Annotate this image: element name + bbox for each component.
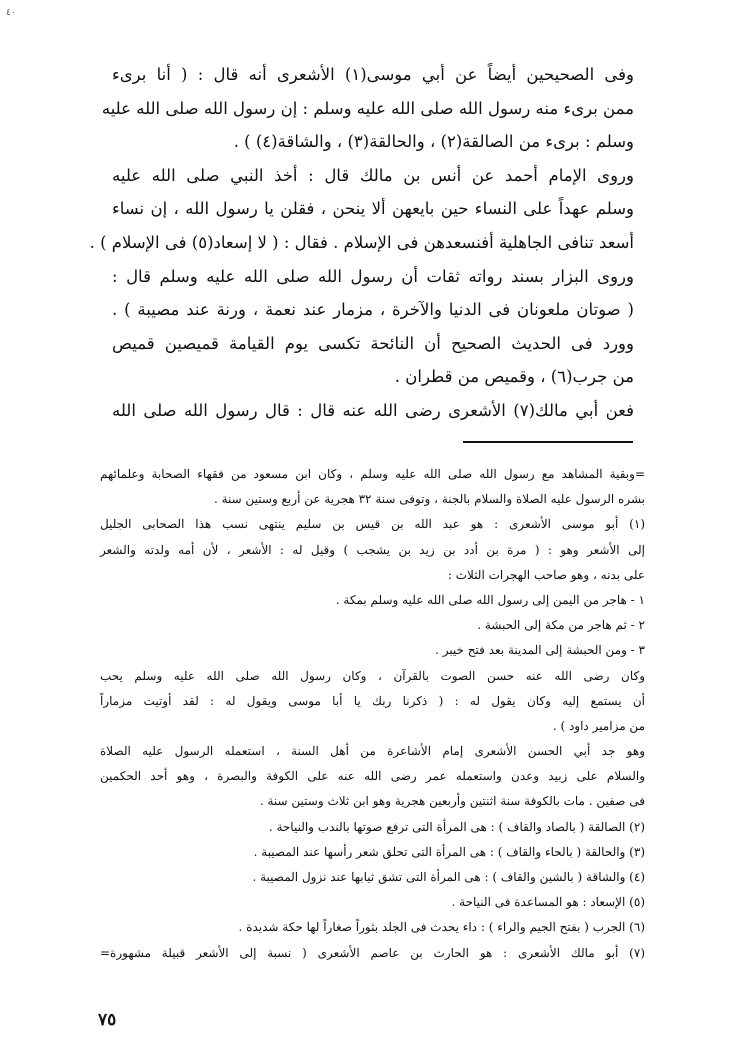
footnote-line: (٣) والحالقة ( بالحاء والقاف ) : هى المرأة التى تحلق شعر رأسها عند المصيبة . <box>253 844 645 859</box>
footnote-line: ١ - هاجر من اليمن إلى رسول الله صلى الله عليه وسلم بمكة . <box>335 592 645 607</box>
footnote-line: =وبقية المشاهد مع رسول الله صلى الله عليه وسلم ، وكان ابن مسعود من فقهاء الصحابة وعلمائهم <box>100 467 645 481</box>
footnote-line: (٤) والشاقة ( بالشين والقاف ) : هى المرأة التى تشق ثيابها عند نزول المصيبة . <box>252 870 645 884</box>
main-line: وروى الإمام أحمد عن أنس بن مالك قال : أخذ النبي صلى الله عليه <box>112 165 634 185</box>
main-line: من جرب(٦) ، وقميص من قطران . <box>394 367 634 387</box>
main-line: وسلم عهداً على النساء حين بايعهن ألا ينحن ، فقلن يا رسول الله ، إن نساء <box>112 199 634 219</box>
footnote-line: وهو جد أبي الحسن الأشعرى إمام الأشاعرة من أهل السنة ، استعمله الرسول عليه الصلاة <box>100 744 645 759</box>
footnote-line: ٣ - ومن الحبشة إلى المدينة بعد فتح خيبر . <box>435 643 645 658</box>
main-line: وروى البزار بسند رواته ثقات أن رسول الله صلى الله عليه وسلم قال : <box>112 266 634 286</box>
footnote-line: إلى الأشعر وهو : ( مرة بن أدد بن زيد بن يشجب ) وقيل له : الأشعر ، لأن أمه ولدته والشعر <box>100 542 645 557</box>
footnote-line: (٧) أبو مالك الأشعرى : هو الحارث بن عاصم الأشعرى ( نسبة إلى الأشعر قبيلة مشهورة= <box>100 945 645 960</box>
main-line: أسعد تنافى الجاهلية أفنسعدهن فى الإسلام . فقال : ( لا إسعاد(٥) فى الإسلام ) . <box>89 232 634 252</box>
footnote-line: والسلام على زبيد وعدن واستعمله عمر رضى الله عنه على الكوفة والبصرة ، وهو أحد الحكمين <box>100 769 645 784</box>
main-line: وورد فى الحديث الصحيح أن النائحة تكسى يوم القيامة قميصين قميص <box>112 333 634 353</box>
footnote-line: (٦) الجرب ( بفتح الجيم والراء ) : داء يحدث فى الجلد بثوراً صغاراً لها حكة شديدة . <box>238 920 645 935</box>
main-text <box>89 58 634 428</box>
footnote-line: (٥) الإسعاد : هو المساعدة فى النياحة . <box>451 895 645 910</box>
footnote-line: (١) أبو موسى الأشعرى : هو عبد الله بن قيس بن سليم ينتهى نسب هذا الصحابى الجليل <box>100 517 645 532</box>
main-line: ( صوتان ملعونان فى الدنيا والآخرة ، مزمار عند نعمة ، ورنة عند مصيبة ) . <box>112 300 634 320</box>
main-line: وسلم : برىء من الصالقة(٢) ، والحالقة(٣) ، والشاقة(٤) ) . <box>233 132 634 152</box>
footnote-line: بشره الرسول عليه الصلاة والسلام بالجنة ، وتوفى سنة ٣٢ هجرية عن أربع وستين سنة . <box>213 492 645 507</box>
footnote-divider <box>463 441 633 443</box>
footnote-line: وكان رضى الله عنه حسن الصوت بالقرآن ، وكان رسول الله صلى الله عليه وسلم يحب <box>100 668 645 683</box>
page-number: ٧٥ <box>98 1010 117 1030</box>
footnote-line: من مزامير داود ) . <box>552 718 645 733</box>
corner-mark: ٤٠ <box>6 8 16 18</box>
footnote-line: فى صفين . مات بالكوفة سنة اثنتين وأربعين هجرية وهو ابن ثلاث وستين سنة . <box>259 794 645 809</box>
footnote-line: (٢) الصالقة ( بالصاد والقاف ) : هى المرأة التى ترفع صوتها بالندب والنياحة . <box>268 819 645 834</box>
main-line: ممن برىء منه رسول الله صلى الله عليه وسلم : إن رسول الله صلى الله عليه <box>101 98 634 118</box>
footnote-line: على بدنه ، وهو صاحب الهجرات الثلاث : <box>447 567 645 582</box>
main-line: وفى الصحيحين أيضاً عن أبي موسى(١) الأشعرى أنه قال : ( أنا برىء <box>112 65 634 84</box>
footnote-line: أن يستمع إليه وكان يقول له : ( ذكرنا ربك يا أبا موسى ويقول له : لقد أوتيت مزماراً <box>100 693 645 708</box>
footnotes <box>100 462 645 966</box>
main-line: فعن أبي مالك(٧) الأشعرى رضى الله عنه قال : قال رسول الله صلى الله <box>112 400 634 420</box>
footnote-line: ٢ - ثم هاجر من مكة إلى الحبشة . <box>477 618 645 633</box>
